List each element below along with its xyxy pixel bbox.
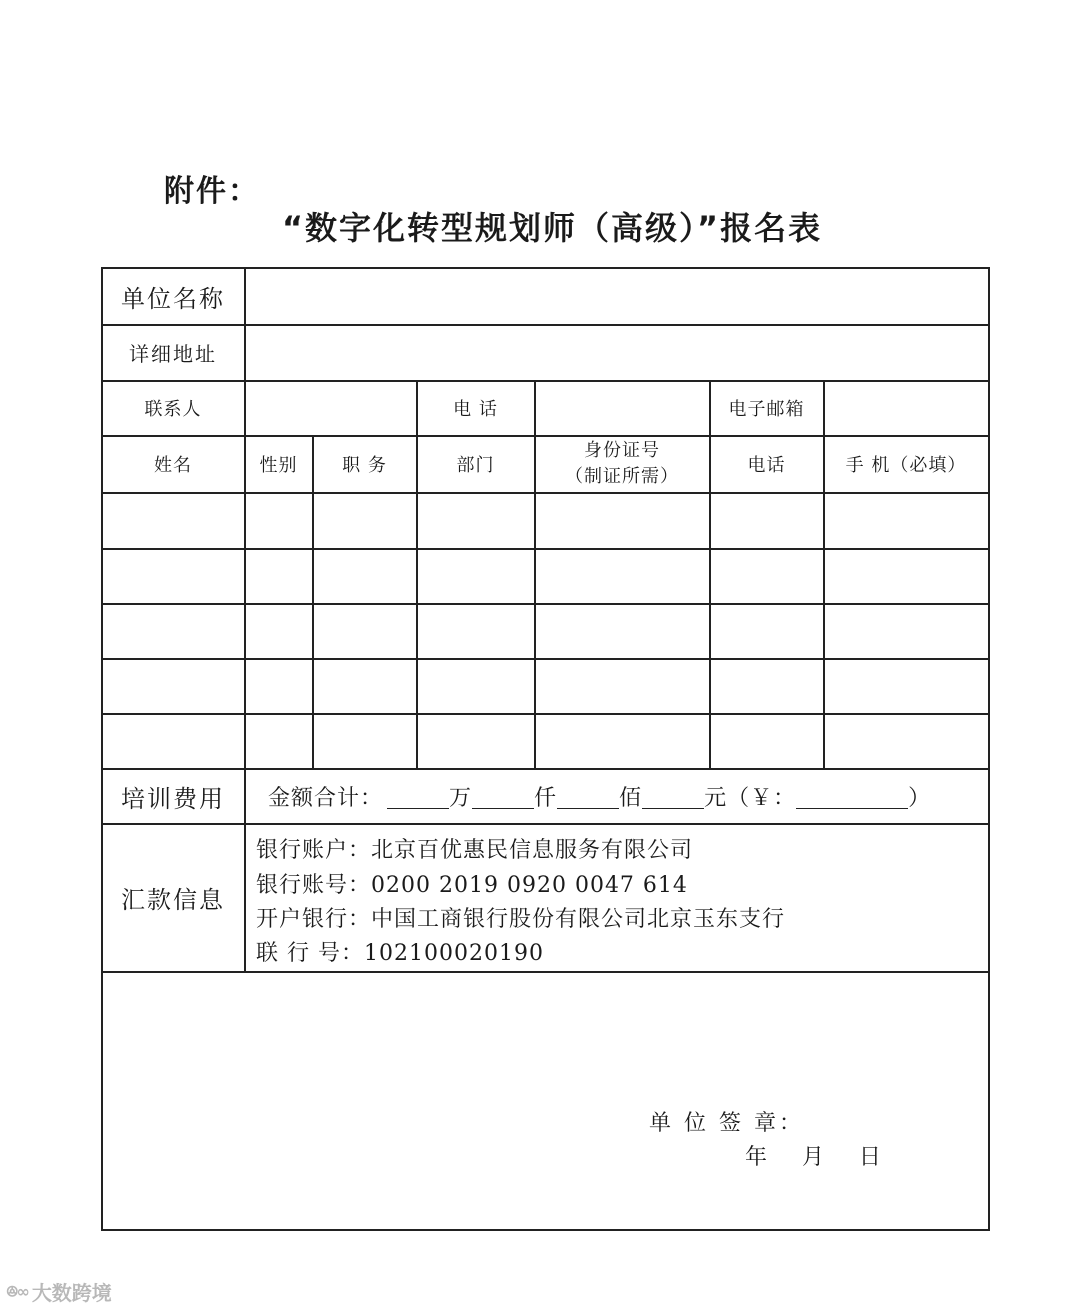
id-number-label: 身份证号	[584, 440, 660, 461]
fee-close: ）	[908, 785, 932, 811]
table-rule	[101, 492, 989, 494]
form-title: “数字化转型规划师（高级）”报名表	[282, 209, 823, 247]
table-rule	[101, 548, 989, 550]
fee-amount-line	[268, 778, 931, 814]
fee-yuan-blank[interactable]	[642, 784, 704, 809]
fee-total-label: 金额合计：	[268, 785, 384, 811]
watermark-text: 大数跨境	[31, 1281, 112, 1305]
bank-code: 联 行 号：102100020190	[256, 941, 544, 966]
table-rule	[101, 713, 989, 715]
remit-label: 汇款信息	[121, 886, 225, 914]
table-border-bottom	[101, 1229, 990, 1231]
fee-qian-blank[interactable]	[472, 784, 534, 809]
col-phone: 电话	[747, 455, 786, 476]
watermark-logo-icon: ꔮ∞	[6, 1281, 28, 1301]
unit-seal-label: 单 位 签 章：	[649, 1111, 804, 1136]
fee-qian: 仟	[534, 785, 558, 811]
table-col-rule	[244, 267, 246, 972]
attachment-label: 附件：	[164, 174, 260, 209]
watermark	[6, 1277, 112, 1306]
bank-name: 开户银行：中国工商银行股份有限公司北京玉东支行	[256, 907, 786, 932]
fee-bai: 佰	[619, 785, 643, 811]
contact-person-label: 联系人	[144, 399, 202, 420]
fee-wan-blank[interactable]	[387, 784, 449, 809]
date-label: 年 月 日	[745, 1145, 881, 1170]
col-department: 部门	[456, 455, 495, 476]
col-gender: 性别	[259, 455, 298, 476]
table-rule	[101, 603, 989, 605]
unit-name-label: 单位名称	[121, 284, 225, 313]
col-name: 姓名	[154, 455, 192, 476]
fee-bai-blank[interactable]	[557, 784, 619, 809]
col-mobile: 手 机（必填）	[845, 455, 967, 476]
address-label: 详细地址	[129, 342, 217, 366]
col-id-number	[535, 436, 709, 492]
bank-account-number: 银行账号：0200 2019 0920 0047 614	[256, 873, 688, 898]
table-rule	[101, 658, 989, 660]
id-number-note: （制证所需）	[565, 466, 679, 487]
fee-wan: 万	[449, 785, 473, 811]
fee-total-blank[interactable]	[796, 784, 908, 809]
fee-label: 培训费用	[121, 784, 225, 813]
fee-yuan: 元（￥：	[704, 785, 797, 811]
email-label: 电子邮箱	[728, 399, 805, 420]
bank-account-name: 银行账户：北京百优惠民信息服务有限公司	[256, 838, 694, 863]
contact-phone-label: 电 话	[453, 399, 498, 420]
table-border-right	[988, 267, 990, 1230]
table-rule	[101, 971, 989, 973]
col-position: 职 务	[342, 455, 387, 476]
